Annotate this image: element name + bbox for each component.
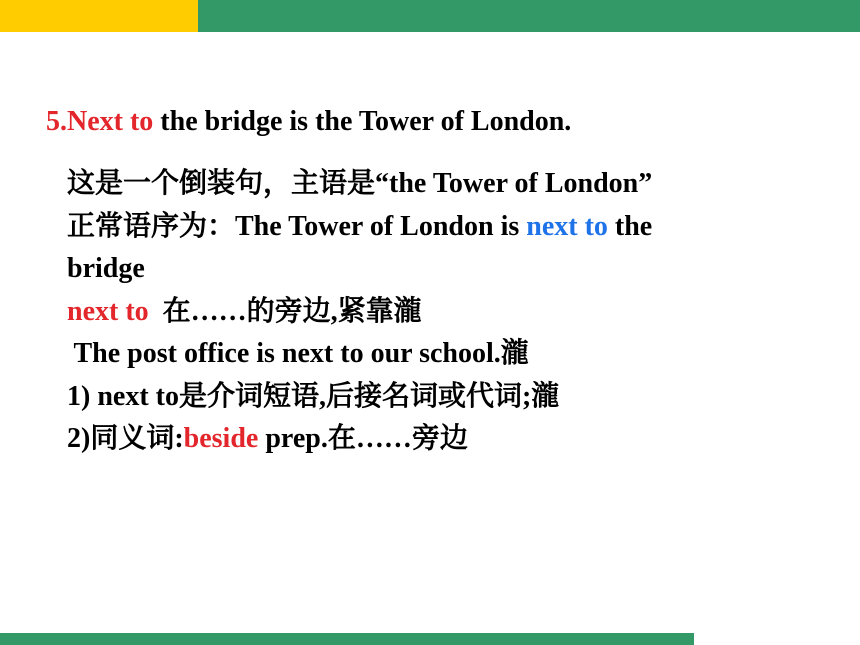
bottom-green-bar: [0, 633, 694, 645]
line7-text-post: prep.在……旁边: [258, 423, 468, 454]
line4-phrase: next to: [67, 295, 149, 327]
slide-heading: [46, 104, 571, 140]
top-yellow-bar: [0, 0, 198, 32]
heading-rest: the bridge is the Tower of London.: [153, 106, 572, 137]
explanation-line-2: [67, 206, 787, 249]
explanation-line-7: [67, 418, 787, 461]
line4-meaning: 在……的旁边,紧靠瀧: [148, 295, 422, 327]
explanation-line-5: The post office is next to our school.瀧: [67, 338, 529, 369]
heading-number: 5.: [46, 106, 67, 137]
line2-text-pre: 正常语序为：The Tower of London is: [67, 210, 527, 242]
line2-highlight: next to: [526, 210, 608, 242]
line7-text-pre: 2)同义词:: [67, 423, 184, 454]
heading-phrase: Next to: [67, 106, 154, 137]
explanation-line-6: 1) next to是介词短语,后接名词或代词;瀧: [67, 380, 560, 412]
explanation-line-3: bridge: [67, 253, 145, 284]
explanation-line-4: [67, 291, 787, 334]
line7-highlight: beside: [183, 423, 259, 454]
top-green-bar: [198, 0, 860, 32]
line2-text-post: the: [607, 210, 653, 242]
explanation-line-1: 这是一个倒装句，主语是“the Tower of London”: [67, 168, 653, 199]
explanation-block: [67, 163, 787, 461]
